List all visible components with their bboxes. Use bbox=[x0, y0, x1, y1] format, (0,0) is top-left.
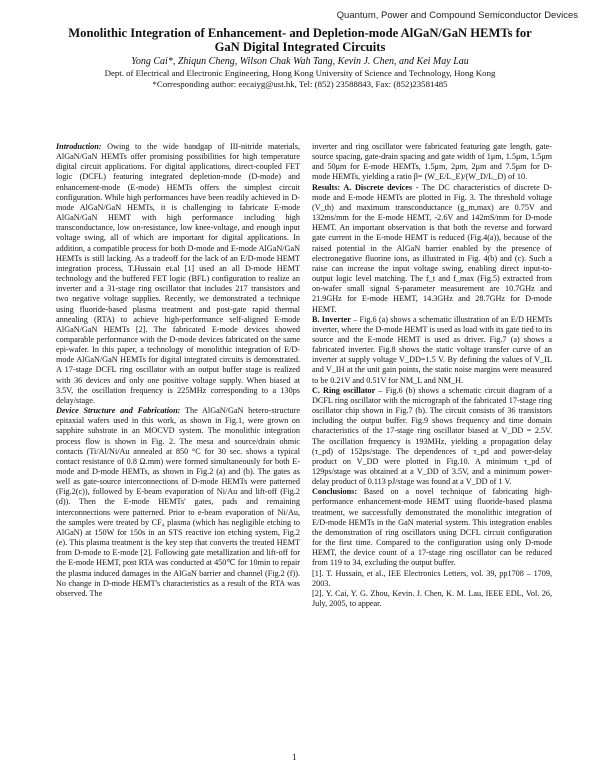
fabrication-paragraph bbox=[56, 406, 300, 599]
right-column bbox=[312, 142, 552, 609]
inverter-paragraph bbox=[312, 315, 552, 386]
conclusions-paragraph bbox=[312, 487, 552, 568]
fabrication-text: The AlGaN/GaN hetero-structure epitaxial wafers used in this work, as shown in Fig.1, were grown on sapphire substrate in an MOCVD system. The monolithic integration process flow is shown in Fig. 2. The mesa and source/drain ohmic contacts (Ti/Al/Ni/Au annealed at 850 °C for 30 sec. shows a typical contact resistance of 0.8 Ω.mm) were formed simultaneously for both E-mode and D-mode HEMTs, as shown in Fig.2 (a) and (b). The gates as well as gate-source interconnections of D-mode HEMTs were patterned (Fig.2(c)), followed by E-beam evaporation of Ni/Au and lift-off (Fig.2 (d)). Then the E-mode HEMTs' gates, pads and remaining interconnections were patterned. Prior to e-beam evaporation of Ni/Au, the samples were treated by CF₄ plasma (which has negligible etching to AlGaN) at 150W for 150s in an STS reactive ion etching system, Fig.2 (e). This plasma treatment is the key step that converts the treated HEMT from D-mode to E-mode [2]. Following gate metallization and lift-off for the E-mode HEMT, post RTA was conducted at 450℃ for 10min to repair the plasma induced damages in the AlGaN barrier and channel (Fig.2 (f)). No change in D-mode HEMT's characteristics as a result of the RTA was observed. The bbox=[56, 406, 300, 598]
fabrication-heading: Device Structure and Fabrication: bbox=[56, 406, 181, 416]
conclusions-text: Based on a novel technique of fabricating high-performance enhancement-mode HEMT using fluoride-based plasma treatment, we successfully demonstrated the monolithic integration of E/D-mode HEMTs in the GaN material system. This integration enables the demonstration of ring oscillators using DCFL circuit configuration for the first time. Compared to the configuration using only D-mode HEMT, the device count of a 17-stage ring oscillator can be reduced from 119 to 34, excluding the output buffer. bbox=[312, 487, 552, 568]
inverter-heading: B. Inverter bbox=[312, 314, 351, 324]
paper-title bbox=[40, 26, 560, 54]
introduction-heading: Introduction: bbox=[56, 142, 102, 151]
results-paragraph bbox=[312, 183, 552, 315]
title-line-1: Monolithic Integration of Enhancement- and Depletion-mode AlGaN/GaN HEMTs for bbox=[68, 26, 532, 40]
reference-1: [1]. T. Hussain, et al., IEE Electronics Letters, vol. 39, pp1708 – 1709, 2003. bbox=[312, 568, 552, 588]
ring-oscillator-heading: C. Ring oscillator bbox=[312, 385, 376, 395]
conclusions-heading: Conclusions: bbox=[312, 487, 358, 497]
device-parameters-text: inverter and ring oscillator were fabricated featuring gate length, gate-source spacing, gate-drain spacing and gate width of 1μm, 1.5μm, 1.5μm and 50μm for E-mode HEMTs, 1.5μm, 2μm, 2μm and 7.5μm for D-mode HEMTs, yielding a ratio β= (W_E/L_E)/(W_D/L_D) of 10. bbox=[312, 142, 552, 182]
introduction-text: Owing to the wide bandgap of III-nitride materials, AlGaN/GaN HEMTs offer promising possibilities for high temperature digital circuit applications. For digital applications, direct-coupled FET logic (DCFL) featuring integrated depletion-mode (D-mode) and enhancement-mode (E-mode) HEMTs offers the simplest circuit configuration. While high performances have been readily achieved in D-mode AlGaN/GaN HEMTs, it is challenging to fabricate E-mode AlGaN/GaN HEMT with high performance including high transconductance, low on-resistance, low knee-voltage, and enough input voltage swing, all of which are important for digital applications. In addition, a compatible process for both D-mode and E-mode AlGaN/GaN HEMTs is still lacking. As a tradeoff for the lack of an E/D-mode HEMT integration process, T.Hussain et.al [1] used an all D-mode HEMT technology and the buffered FET logic (BFL) configuration to realize an inverter and a 31-stage ring oscillator that includes 217 transistors and two negative voltage supplies. Recently, we demonstrated a technique using fluoride-based plasma treatment and post-gate rapid thermal annealing (RTA) to achieve high-performance self-aligned E-mode AlGaN/GaN HEMTs [2]. The fabricated E-mode devices showed comparable performance with the D-mode devices fabricated on the same epi-wafer. In this paper, a technology of monolithic integration of E/D-mode AlGaN/GaN HEMTs for digital integrated circuits is demonstrated. A 17-stage DCFL ring oscillator with an output buffer stage is realized with 36 devices and only one positive voltage supply. When biased at 3.5V, the oscillation frequency is 225MHz corresponding to a 130ps delay/stage. bbox=[56, 142, 301, 405]
running-header: Quantum, Power and Compound Semiconductor Devices bbox=[336, 10, 578, 21]
ring-oscillator-paragraph bbox=[312, 386, 552, 488]
correspondence: *Corresponding author: eecaiyg@ust.hk, Tel: (852) 23588843, Fax: (852)23581485 bbox=[152, 79, 448, 89]
results-text: - The DC characteristics of discrete D-mode and E-mode HEMTs are plotted in Fig. 3. The threshold voltage (V_th) and maximum transconductance (g_m,max) are 0.75V and 132ms/mm for the E-mode HEMT, -2.6V and 142mS/mm for D-mode HEMT. An important observation is that both the reverse and forward gate current in the E-mode HEMT is reduced (Fig.4(a)), because of the raised potential in the AlGaN barrier enabled by the presence of electronegative fluorine ions, as illustrated in Fig. 4(b) and (c). Such a raise can increase the input voltage swing, enabling direct input-to-output logic level matching. The f_t and f_max (Fig.5) extracted from on-wafer small signal S-parameter measurement are 10.7GHz and 21.9GHz for E-mode HEMT, 14.3GHz and 28.7GHz for D-mode HEMT. bbox=[312, 182, 552, 314]
title-line-2: GaN Digital Integrated Circuits bbox=[214, 40, 386, 54]
results-heading: Results: A. Discrete devices bbox=[312, 182, 413, 192]
introduction-paragraph bbox=[56, 142, 300, 406]
ring-oscillator-text: – Fig.6 (b) shows a schematic circuit diagram of a DCFL ring oscillator with the micrograph of the fabricated 17-stage ring oscillator chip shown in Fig.7 (b). The circuit consists of 36 transistors including the output buffer. Fig.9 shows frequency and time domain characteristics of the 17-stage ring oscillator biased at V_DD = 2.5V. The oscillation frequency is 193MHz, yielding a propagation delay (τ_pd) of 152ps/stage. The dependences of τ_pd and power-delay product on V_DD were plotted in Fig.10. A minimum τ_pd of 129ps/stage was obtained at a V_DD of 3.5V, and a minimum power-delay product of 0.113 pJ/stage was found at a V_DD of 1 V. bbox=[312, 385, 552, 487]
reference-2: [2]. Y. Cai, Y. G. Zhou, Kevin. J. Chen, K. M. Lau, IEEE EDL, Vol. 26, July, 2005, to appear. bbox=[312, 588, 552, 609]
left-column bbox=[56, 142, 300, 599]
page-number: 1 bbox=[292, 752, 297, 762]
inverter-text: – Fig.6 (a) shows a schematic illustration of an E/D HEMTs inverter, where the D-mode HEMT is used as load with its gate tied to its source and the E-mode HEMT is used as driver. Fig.7 (a) shows a fabricated inverter. Fig.8 shows the static voltage transfer curve of an inverter at supply voltage V_DD=1.5 V. By defining the values of V_IL and V_IH at the unit gain points, the static noise margins were measured to be 0.21V and 0.51V for NM_L and NM_H. bbox=[312, 314, 553, 385]
affiliation: Dept. of Electrical and Electronic Engineering, Hong Kong University of Science and Technology, Hong Kong bbox=[104, 68, 496, 78]
affiliation-block bbox=[40, 68, 560, 90]
authors: Yong Cai*, Zhiqun Cheng, Wilson Chak Wah Tang, Kevin J. Chen, and Kei May Lau bbox=[131, 56, 469, 67]
